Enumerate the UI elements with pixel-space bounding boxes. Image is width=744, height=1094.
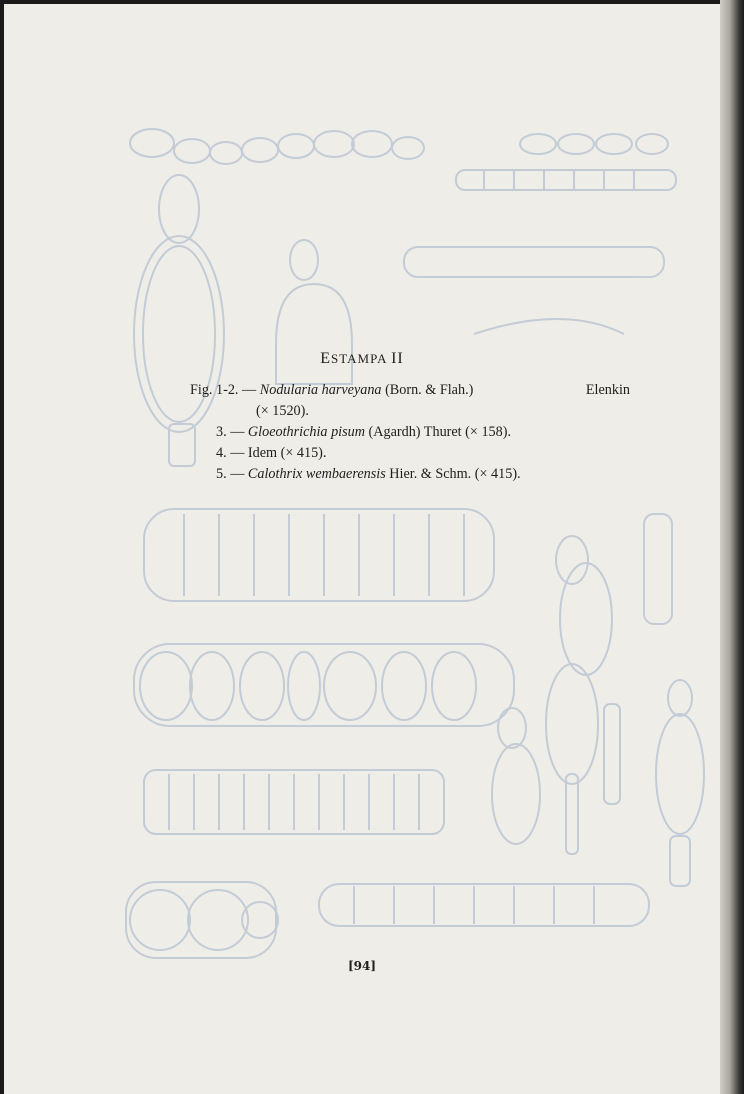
- legend-prefix: 4. —: [216, 445, 245, 461]
- show-through-filament-top-left: [130, 129, 424, 164]
- book-gutter-edge: [720, 0, 744, 1094]
- figure-legend: [190, 380, 630, 485]
- legend-prefix: 3. —: [216, 424, 245, 440]
- legend-species-name: Gloeothrichia pisum: [247, 424, 365, 440]
- show-through-filament-14: [126, 882, 278, 958]
- legend-authority: (Born. & Flah.): [385, 382, 474, 398]
- show-through-filament-12: [144, 770, 444, 834]
- legend-line-fig-3: [190, 422, 630, 443]
- show-through-filament-10: [144, 509, 494, 601]
- show-through-filament-top-right: [456, 134, 676, 190]
- legend-line-fig-1-2: [190, 380, 630, 401]
- legend-prefix: Fig. 1-2. —: [190, 382, 257, 398]
- plate-title-number: II: [391, 350, 404, 367]
- legend-species-name: Nodularia harveyana: [259, 382, 382, 398]
- show-through-filament-mid-right: [404, 247, 664, 334]
- reverse-side-illustration: [4, 4, 720, 1094]
- show-through-cells-right: [492, 514, 704, 886]
- legend-authority: Idem (× 415).: [247, 445, 327, 461]
- legend-line-fig-1-2-magnification: [190, 401, 630, 422]
- plate-title: [4, 350, 720, 368]
- legend-authority: Hier. & Schm. (× 415).: [389, 466, 521, 482]
- legend-line-fig-5: [190, 464, 630, 485]
- legend-species-name: Calothrix wembaerensis: [247, 466, 386, 482]
- plate-title-word: STAMPA: [331, 351, 387, 366]
- plate-title-initial: E: [320, 350, 332, 367]
- legend-authority: (Agardh) Thuret (× 158).: [368, 424, 511, 440]
- show-through-filament-13: [319, 884, 649, 926]
- show-through-filament-11: [134, 644, 514, 726]
- page-number: [94]: [347, 959, 377, 973]
- legend-magnification: (× 1520).: [256, 403, 309, 419]
- legend-prefix: 5. —: [216, 466, 245, 482]
- book-page: [4, 4, 720, 1094]
- legend-authority-tail: Elenkin: [585, 382, 630, 398]
- legend-line-fig-4: [190, 443, 630, 464]
